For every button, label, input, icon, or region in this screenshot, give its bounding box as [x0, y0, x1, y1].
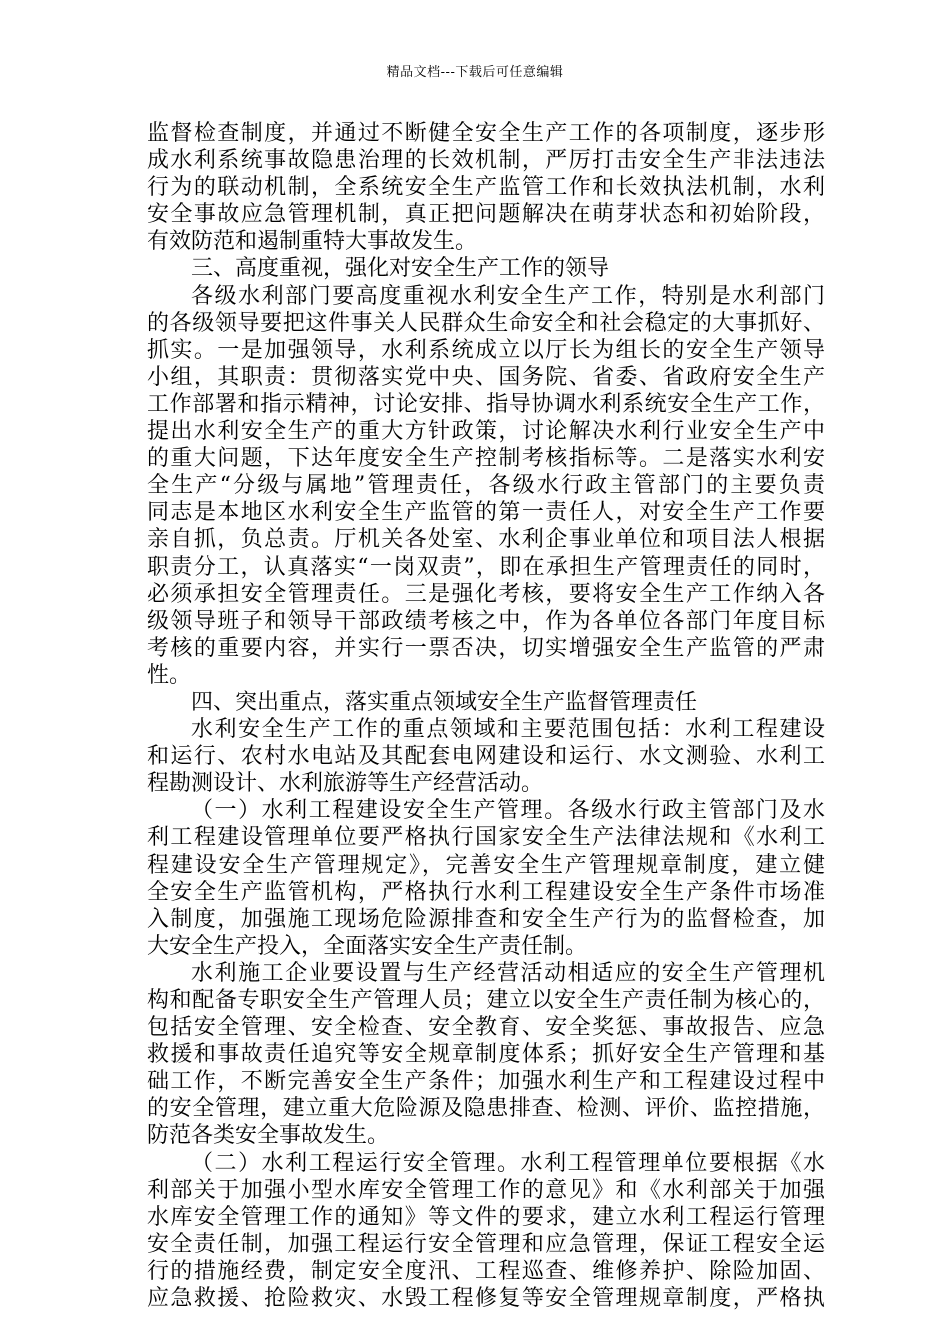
- text-line: 水利安全生产工作的重点领域和主要范围包括：水利工程建设: [191, 717, 825, 743]
- text-line: 各级水利部门要高度重视水利安全生产工作，特别是水利部门: [191, 283, 825, 309]
- text-line: 三、高度重视，强化对安全生产工作的领导: [191, 256, 610, 282]
- text-line: 有效防范和遏制重特大事故发生。: [147, 229, 478, 255]
- text-line: 救援和事故责任追究等安全规章制度体系；抓好安全生产管理和基: [147, 1042, 825, 1068]
- text-line: 安全事故应急管理机制，真正把问题解决在萌芽状态和初始阶段，: [147, 202, 825, 228]
- text-line: 工作部署和指示精神，讨论安排、指导协调水利系统安全生产工作，: [147, 391, 825, 417]
- text-line: 大安全生产投入，全面落实安全生产责任制。: [147, 933, 588, 959]
- text-line: （二）水利工程运行安全管理。水利工程管理单位要根据《水: [191, 1150, 825, 1176]
- text-line: 全生产“分级与属地”管理责任，各级水行政主管部门的主要负责: [147, 473, 825, 499]
- text-line: 的重大问题，下达年度安全生产控制考核指标等。二是落实水利安: [147, 446, 825, 472]
- text-line: 水库安全管理工作的通知》等文件的要求，建立水利工程运行管理: [147, 1204, 825, 1230]
- page-header: 精品文档---下载后可任意编辑: [386, 65, 564, 80]
- text-line: （一）水利工程建设安全生产管理。各级水行政主管部门及水: [191, 798, 825, 824]
- text-line: 程勘测设计、水利旅游等生产经营活动。: [147, 771, 544, 797]
- text-line: 构和配备专职安全生产管理人员；建立以安全生产责任制为核心的，: [147, 988, 825, 1013]
- text-line: 安全责任制，加强工程运行安全管理和应急管理，保证工程安全运: [147, 1231, 825, 1257]
- text-line: 必须承担安全管理责任。三是强化考核，要将安全生产工作纳入各: [147, 581, 825, 607]
- text-line: 应急救援、抢险救灾、水毁工程修复等安全管理规章制度，严格执: [147, 1286, 825, 1312]
- text-line: 础工作，不断完善安全生产条件；加强水利生产和工程建设过程中: [147, 1069, 825, 1095]
- text-line: 水利施工企业要设置与生产经营活动相适应的安全生产管理机: [191, 960, 825, 986]
- document-body: [147, 120, 825, 1312]
- text-line: 包括安全管理、安全检查、安全教育、安全奖惩、事故报告、应急: [147, 1015, 825, 1041]
- text-line: 监督检查制度，并通过不断健全安全生产工作的各项制度，逐步形: [147, 121, 825, 146]
- text-line: 职责分工，认真落实“一岗双责”，即在承担生产管理责任的同时，: [147, 554, 825, 580]
- text-line: 程建设安全生产管理规定》，完善安全生产管理规章制度，建立健: [147, 852, 825, 878]
- text-line: 行的措施经费，制定安全度汛、工程巡查、维修养护、除险加固、: [147, 1258, 825, 1284]
- text-line: 全安全生产监管机构，严格执行水利工程建设安全生产条件市场准: [147, 879, 825, 905]
- text-line: 和运行、农村水电站及其配套电网建设和运行、水文测验、水利工: [147, 744, 825, 770]
- text-line: 利部关于加强小型水库安全管理工作的意见》和《水利部关于加强: [147, 1177, 825, 1203]
- text-line: 防范各类安全事故发生。: [147, 1123, 390, 1149]
- text-line: 四、突出重点，落实重点领域安全生产监督管理责任: [191, 689, 698, 715]
- text-line: 的各级领导要把这件事关人民群众生命安全和社会稳定的大事抓好、: [147, 310, 825, 336]
- text-line: 提出水利安全生产的重大方针政策，讨论解决水利行业安全生产中: [147, 419, 825, 445]
- text-line: 的安全管理，建立重大危险源及隐患排查、检测、评价、监控措施，: [147, 1096, 825, 1122]
- text-line: 入制度，加强施工现场危险源排查和安全生产行为的监督检查，加: [147, 906, 825, 932]
- text-line: 行为的联动机制，全系统安全生产监管工作和长效执法机制，水利: [147, 175, 825, 201]
- text-line: 小组，其职责：贯彻落实党中央、国务院、省委、省政府安全生产: [147, 364, 825, 390]
- text-line: 性。: [147, 662, 192, 688]
- text-line: 级领导班子和领导干部政绩考核之中，作为各单位各部门年度目标: [147, 608, 825, 634]
- text-line: 利工程建设管理单位要严格执行国家安全生产法律法规和《水利工: [147, 825, 825, 851]
- text-line: 亲自抓，负总责。厅机关各处室、水利企事业单位和项目法人根据: [147, 527, 825, 553]
- text-line: 抓实。一是加强领导，水利系统成立以厅长为组长的安全生产领导: [147, 337, 825, 363]
- text-line: 成水利系统事故隐患治理的长效机制，严厉打击安全生产非法违法: [147, 148, 825, 174]
- text-line: 同志是本地区水利安全生产监管的第一责任人，对安全生产工作要: [147, 500, 825, 526]
- text-line: 考核的重要内容，并实行一票否决，切实增强安全生产监管的严肃: [147, 635, 825, 661]
